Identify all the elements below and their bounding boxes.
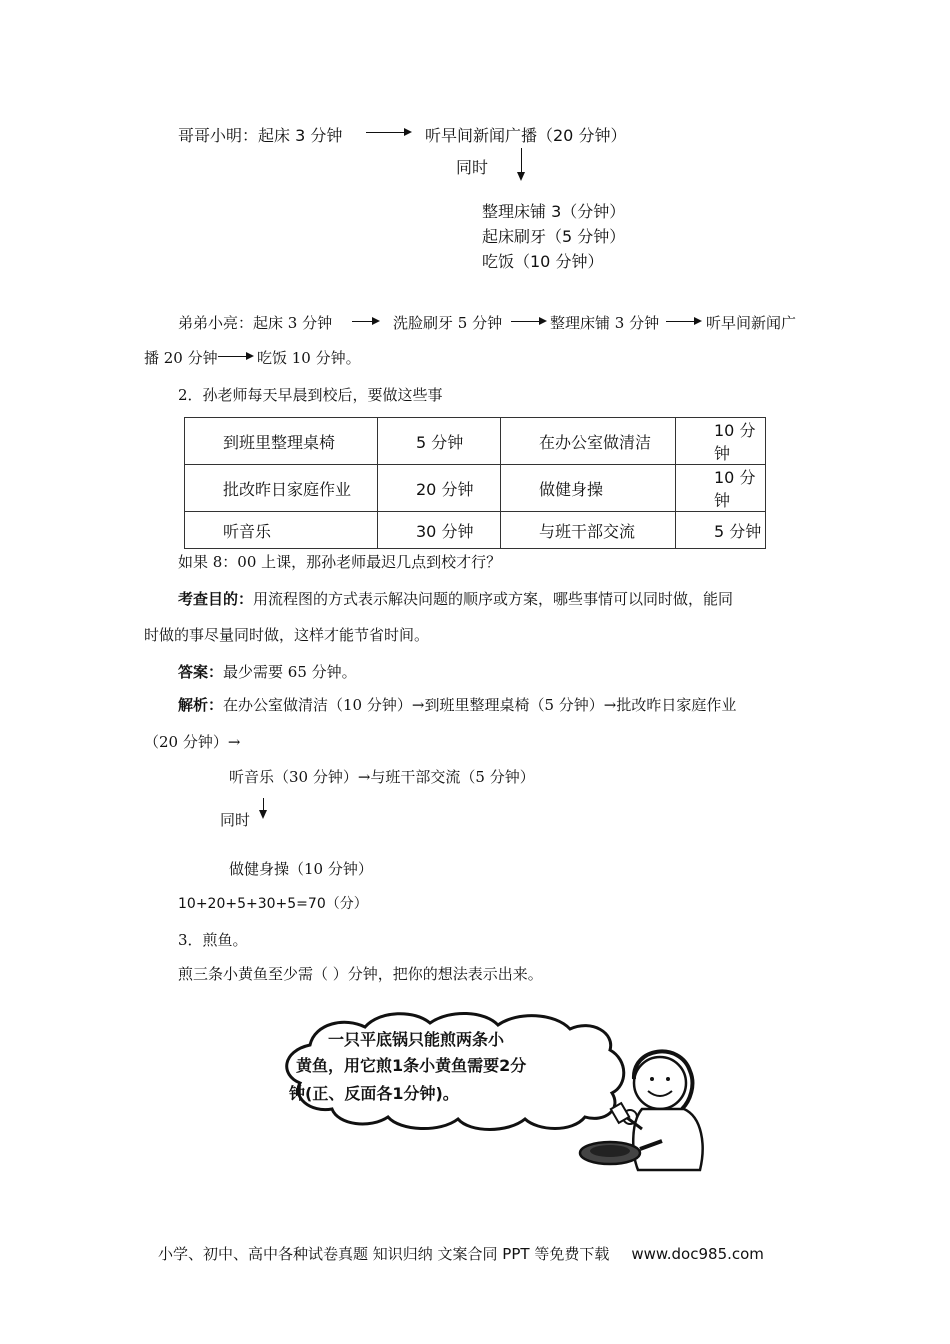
q3-title: 3．煎鱼。 (178, 931, 248, 949)
flow2-step-4: 听早间新闻广 (706, 314, 797, 332)
analysis-formula: 10+20+5+30+5=70（分） (178, 896, 368, 912)
flow1-sub-1: 整理床铺 3（分钟） (482, 202, 626, 221)
down-arrow-icon (259, 810, 267, 819)
flow1-simul: 同时 (456, 158, 489, 177)
answer-text: 最少需要 65 分钟。 (223, 663, 357, 681)
right-arrow-icon (404, 128, 412, 136)
table-cell: 批改昨日家庭作业 (185, 465, 378, 512)
table-cell: 5 分钟 (676, 512, 766, 549)
analysis-exercise: 做健身操（10 分钟） (229, 860, 373, 878)
analysis-simul: 同时 (220, 811, 251, 829)
table-cell: 与班干部交流 (501, 512, 676, 549)
table-row (185, 418, 766, 465)
purpose-line-1 (178, 588, 733, 609)
flow1-arrow-line (366, 132, 406, 133)
table-cell: 做健身操 (501, 465, 676, 512)
right-arrow-icon (539, 317, 547, 325)
flow1-step: 听早间新闻广播（20 分钟） (425, 126, 627, 145)
table-cell: 听音乐 (185, 512, 378, 549)
right-arrow-icon (694, 317, 702, 325)
cook-eye (666, 1077, 670, 1081)
analysis-label: 解析： (178, 696, 224, 714)
analysis-flow: 听音乐（30 分钟）→与班干部交流（5 分钟） (229, 768, 535, 786)
flow2-step-3: 整理床铺 3 分钟 (550, 314, 660, 332)
flow2-step-1: 弟弟小亮：起床 3 分钟 (178, 314, 333, 332)
cook-body (633, 1109, 702, 1170)
analysis-line-1 (178, 694, 736, 715)
down-arrow-icon (517, 172, 525, 181)
flow1-sub-2: 起床刷牙（5 分钟） (482, 227, 626, 246)
flow1-sub-3: 吃饭（10 分钟） (482, 252, 604, 271)
footer-url[interactable]: www.doc985.com (631, 1245, 764, 1263)
analysis-text-1: 在办公室做清洁（10 分钟）→到班里整理桌椅（5 分钟）→批改昨日家庭作业 (223, 696, 737, 714)
fish-in-pan (590, 1145, 630, 1157)
analysis-text-2: （20 分钟）→ (144, 733, 241, 751)
footer (158, 1243, 764, 1264)
right-arrow-icon (246, 352, 254, 360)
table-cell: 10 分钟 (676, 465, 766, 512)
purpose-text-2: 时做的事尽量同时做，这样才能节省时间。 (144, 626, 430, 644)
purpose-label: 考查目的： (178, 590, 254, 608)
table-cell: 20 分钟 (378, 465, 501, 512)
bubble-line-3: 钟(正、反面各1分钟)。 (289, 1084, 459, 1103)
flow2-arrow-line-3 (666, 321, 696, 322)
right-arrow-icon (372, 317, 380, 325)
table-cell: 30 分钟 (378, 512, 501, 549)
flow1-down-line (521, 148, 522, 174)
table-cell: 到班里整理桌椅 (185, 418, 378, 465)
cook-head (634, 1057, 686, 1109)
flow1-label: 哥哥小明：起床 3 分钟 (178, 126, 343, 145)
tasks-table (184, 417, 766, 549)
flow2-arrow-line-2 (511, 321, 541, 322)
flow2-step-4b: 播 20 分钟 (144, 349, 218, 367)
q2-question: 如果 8：00 上课，那孙老师最迟几点到校才行？ (178, 553, 502, 571)
table-cell: 10 分钟 (676, 418, 766, 465)
table-cell: 在办公室做清洁 (501, 418, 676, 465)
flow2-arrow-line-1 (352, 321, 374, 322)
flow2-arrow-line-4 (218, 356, 248, 357)
table-row (185, 465, 766, 512)
answer-line (178, 661, 357, 682)
cook-eye (650, 1077, 654, 1081)
footer-text: 小学、初中、高中各种试卷真题 知识归纳 文案合同 PPT 等免费下载 (158, 1245, 610, 1263)
flow2-step-2: 洗脸刷牙 5 分钟 (393, 314, 503, 332)
purpose-text-1: 用流程图的方式表示解决问题的顺序或方案，哪些事情可以同时做，能同 (253, 590, 734, 608)
answer-label: 答案： (178, 663, 224, 681)
q3-question: 煎三条小黄鱼至少需（ ）分钟，把你的想法表示出来。 (178, 965, 543, 983)
table-cell: 5 分钟 (378, 418, 501, 465)
bubble-line-1: 一只平底锅只能煎两条小 (328, 1030, 505, 1049)
flow2-step-5: 吃饭 10 分钟。 (257, 349, 361, 367)
table-row (185, 512, 766, 549)
q2-title: 2．孙老师每天早晨到校后，要做这些事 (178, 386, 443, 404)
bubble-line-2: 黄鱼，用它煎1条小黄鱼需要2分 (296, 1056, 527, 1075)
